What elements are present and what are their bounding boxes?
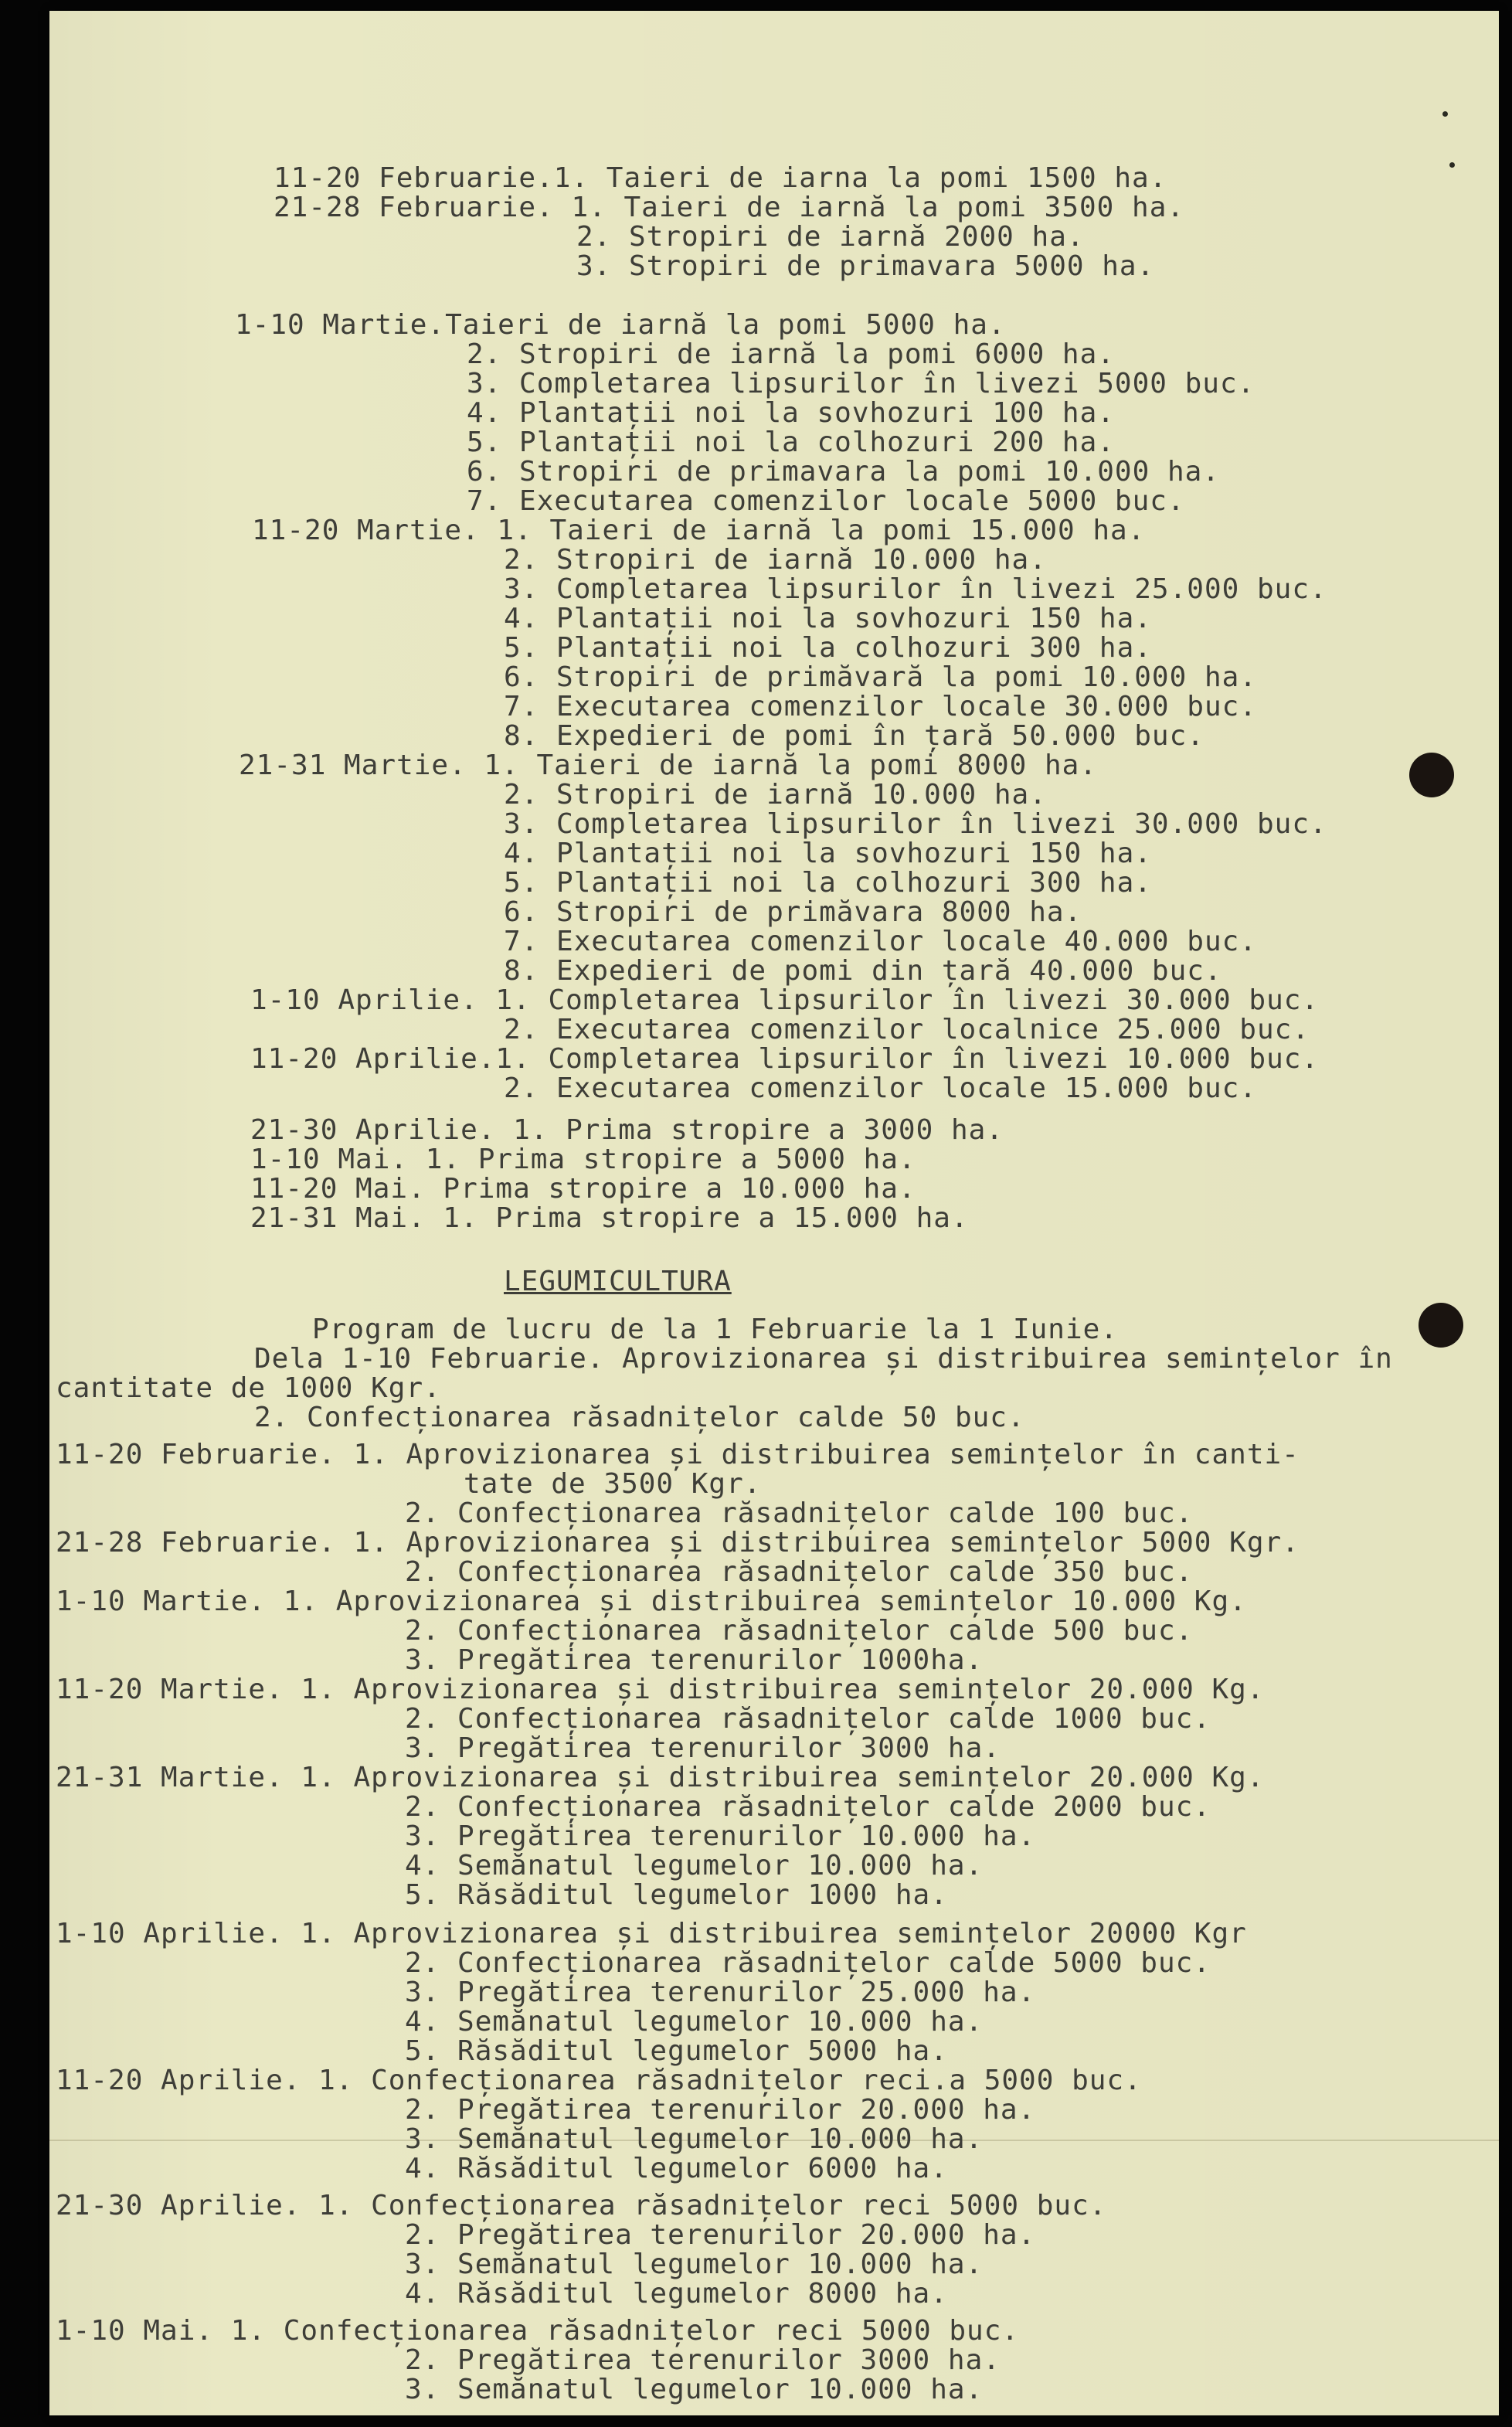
text-line: 3. Completarea lipsurilor în livezi 25.000 buc. (504, 573, 1327, 605)
text-line: 7. Executarea comenzilor locale 5000 buc. (467, 485, 1185, 517)
text-line: 11-20 Martie. 1. Aprovizionarea și distribuirea semințelor 20.000 Kg. (56, 1674, 1265, 1705)
text-line: 11-20 Februarie.1. Taieri de iarna la pomi 1500 ha. (274, 162, 1167, 194)
text-line: 4. Semănatul legumelor 10.000 ha. (405, 1850, 984, 1881)
text-line: 3. Stropiri de primavara 5000 ha. (576, 250, 1155, 282)
text-line: 21-31 Martie. 1. Aprovizionarea și distribuirea semințelor 20.000 Kg. (56, 1762, 1265, 1793)
text-line: 4. Răsăditul legumelor 6000 ha. (405, 2153, 948, 2184)
text-line: 2. Confecționarea răsadnițelor calde 100 buc. (405, 1497, 1194, 1529)
text-line: 1-10 Martie.Taieri de iarnă la pomi 5000 ha. (235, 309, 1006, 341)
text-line: 21-30 Aprilie. 1. Prima stropire a 3000 ha. (250, 1114, 1004, 1146)
text-line: 7. Executarea comenzilor locale 30.000 buc. (504, 691, 1257, 722)
text-line: 21-30 Aprilie. 1. Confecționarea răsadnițelor reci 5000 buc. (56, 2190, 1107, 2221)
text-line: 1-10 Aprilie. 1. Completarea lipsurilor în livezi 30.000 buc. (250, 984, 1320, 1016)
text-line: 4. Semănatul legumelor 10.000 ha. (405, 2006, 984, 2038)
text-line: 2. Confecționarea răsadnițelor calde 1000 buc. (405, 1703, 1211, 1735)
text-line: 1-10 Aprilie. 1. Aprovizionarea și distribuirea semințelor 20000 Kgr (56, 1918, 1247, 1949)
text-line: 5. Plantații noi la colhozuri 300 ha. (504, 867, 1152, 899)
text-line: 6. Stropiri de primăvara 8000 ha. (504, 896, 1082, 928)
text-line: 2. Confecționarea răsadnițelor calde 500 buc. (405, 1615, 1194, 1647)
text-line: 11-20 Aprilie. 1. Confecționarea răsadnițelor reci.a 5000 buc. (56, 2065, 1142, 2096)
text-line: 2. Stropiri de iarnă la pomi 6000 ha. (467, 338, 1115, 370)
text-line: 1-10 Mai. 1. Prima stropire a 5000 ha. (250, 1144, 916, 1175)
punch-hole (1409, 753, 1454, 797)
text-line: 4. Plantații noi la sovhozuri 150 ha. (504, 603, 1152, 634)
text-line: 2. Confecționarea răsadnițelor calde 5000 buc. (405, 1947, 1211, 1979)
text-line: 4. Răsăditul legumelor 8000 ha. (405, 2278, 948, 2310)
text-line: 21-31 Martie. 1. Taieri de iarnă la pomi 8000 ha. (239, 750, 1098, 781)
text-line: 3. Completarea lipsurilor în livezi 5000 buc. (467, 368, 1255, 399)
text-line: 21-28 Februarie. 1. Taieri de iarnă la pomi 3500 ha. (274, 192, 1185, 223)
text-line: cantitate de 1000 Kgr. (56, 1372, 441, 1404)
text-line: 4. Plantații noi la sovhozuri 100 ha. (467, 397, 1115, 429)
text-line: 8. Expedieri de pomi din țară 40.000 buc. (504, 955, 1222, 987)
text-line: 5. Plantații noi la colhozuri 300 ha. (504, 632, 1152, 664)
text-line: 3. Pregătirea terenurilor 10.000 ha. (405, 1820, 1036, 1852)
ink-speck (1449, 162, 1455, 168)
text-line: 21-28 Februarie. 1. Aprovizionarea și distribuirea semințelor 5000 Kgr. (56, 1527, 1300, 1559)
text-line: 1-10 Mai. 1. Confecționarea răsadnițelor reci 5000 buc. (56, 2315, 1020, 2347)
text-line: 2. Stropiri de iarnă 2000 ha. (576, 221, 1085, 253)
text-line: 11-20 Martie. 1. Taieri de iarnă la pomi 15.000 ha. (252, 515, 1146, 546)
text-line: Dela 1-10 Februarie. Aprovizionarea și distribuirea semințelor în (254, 1343, 1393, 1375)
text-line: 2. Confecționarea răsadnițelor calde 2000 buc. (405, 1791, 1211, 1823)
text-line: 2. Pregătirea terenurilor 20.000 ha. (405, 2094, 1036, 2126)
text-line: 3. Pregătirea terenurilor 1000ha. (405, 1644, 984, 1676)
text-line: 5. Răsăditul legumelor 5000 ha. (405, 2035, 948, 2067)
text-line: 5. Plantații noi la colhozuri 200 ha. (467, 427, 1115, 458)
text-line: 3. Pregătirea terenurilor 3000 ha. (405, 1732, 1001, 1764)
text-line: 2. Confecționarea răsadnițelor calde 350 buc. (405, 1556, 1194, 1588)
text-line: 1-10 Martie. 1. Aprovizionarea și distribuirea semințelor 10.000 Kg. (56, 1586, 1247, 1617)
text-line: 2. Pregătirea terenurilor 20.000 ha. (405, 2219, 1036, 2251)
text-line: 2. Executarea comenzilor localnice 25.000 buc. (504, 1014, 1310, 1045)
text-line: 7. Executarea comenzilor locale 40.000 buc. (504, 926, 1257, 957)
text-line: 2. Stropiri de iarnă 10.000 ha. (504, 544, 1047, 576)
section-title: LEGUMICULTURA (504, 1266, 732, 1297)
text-line: 4. Plantații noi la sovhozuri 150 ha. (504, 838, 1152, 869)
text-line: 2. Executarea comenzilor locale 15.000 buc. (504, 1072, 1257, 1104)
text-line: Program de lucru de la 1 Februarie la 1 Iunie. (312, 1314, 1118, 1345)
text-line: 3. Pregătirea terenurilor 25.000 ha. (405, 1977, 1036, 2008)
text-line: 2. Confecționarea răsadnițelor calde 50 buc. (254, 1402, 1025, 1433)
punch-hole (1419, 1303, 1463, 1348)
text-line: 2. Pregătirea terenurilor 3000 ha. (405, 2344, 1001, 2376)
text-line: tate de 3500 Kgr. (464, 1468, 762, 1500)
text-line: 3. Completarea lipsurilor în livezi 30.000 buc. (504, 808, 1327, 840)
text-line: 3. Semănatul legumelor 10.000 ha. (405, 2249, 984, 2280)
text-line: 2. Stropiri de iarnă 10.000 ha. (504, 779, 1047, 811)
document-page (49, 11, 1499, 2415)
text-line: 3. Semănatul legumelor 10.000 ha. (405, 2374, 984, 2405)
text-line: 11-20 Februarie. 1. Aprovizionarea și distribuirea semințelor în canti- (56, 1439, 1300, 1470)
text-line: 11-20 Aprilie.1. Completarea lipsurilor în livezi 10.000 buc. (250, 1043, 1320, 1075)
text-line: 8. Expedieri de pomi în țară 50.000 buc. (504, 720, 1205, 752)
text-line: 11-20 Mai. Prima stropire a 10.000 ha. (250, 1173, 916, 1205)
text-line: 5. Răsăditul legumelor 1000 ha. (405, 1879, 948, 1911)
text-line: 6. Stropiri de primavara la pomi 10.000 ha. (467, 456, 1220, 488)
text-line: 3. Semănatul legumelor 10.000 ha. (405, 2123, 984, 2155)
text-line: 6. Stropiri de primăvară la pomi 10.000 ha. (504, 661, 1257, 693)
ink-speck (1442, 111, 1448, 117)
text-line: 21-31 Mai. 1. Prima stropire a 15.000 ha. (250, 1202, 969, 1234)
